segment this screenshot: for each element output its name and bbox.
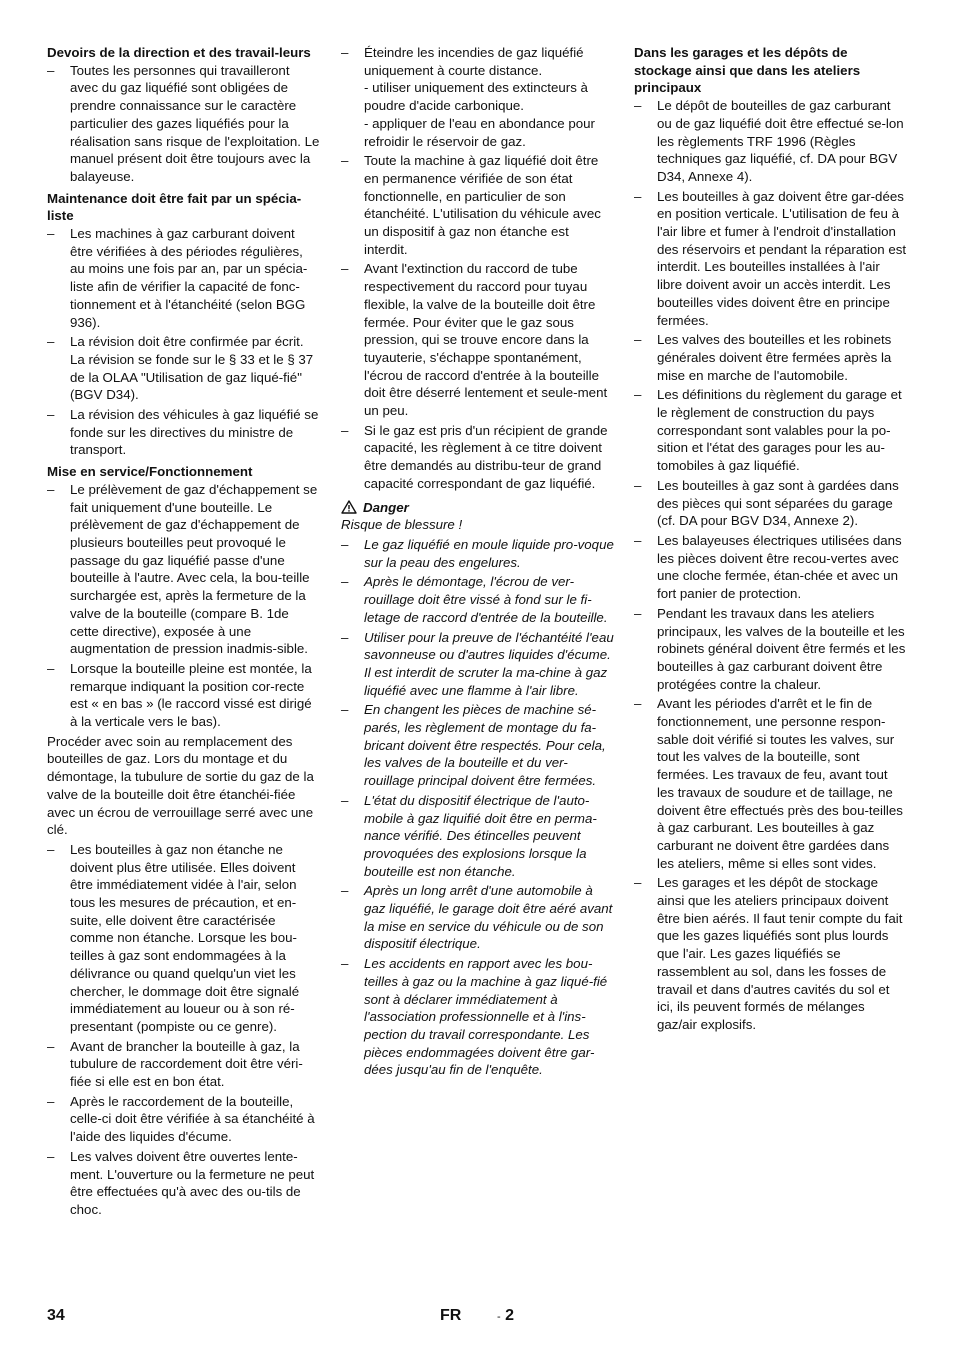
list-item: – Le dépôt de bouteilles de gaz carburant ou de gaz liquéfié doit être effectué se-lon les règlements TRF 1996 (Règles techniques gaz liquéfié, cf. DA pour BGV D34, Annexe 4). [634,97,908,186]
list-item: – Les valves des bouteilles et les robinets générales doivent être fermées après la mise en marche de l'automobile. [634,331,908,384]
danger-intro: Risque de blessure ! [341,517,463,533]
section-heading: Devoirs de la direction et des travail-leurs [47,45,311,60]
list-item: – Le gaz liquéfié en moule liquide pro-voque sur la peau des engelures. [341,536,615,571]
list-item: – Les garages et les dépôt de stockage ainsi que les ateliers principaux doivent être bien aérés. Il faut tenir compte du fait que les gazes liquéfiés sont plus lourds que l'air. Les gazes liquéfiés se rassemblent au sol, dans les fosses de travail et dans d'autres cavités du sol et ici, ils peuvent formés de mélanges gaz/air explosifs. [634,874,908,1033]
section-heading: Maintenance doit être fait par un spécia-liste [47,190,302,224]
list-item: – Le prélèvement de gaz d'échappement se fait uniquement d'une bouteille. Le prélèvement de gaz d'échappement de plusieurs bouteilles peut provoqué le passage du gaz liquéfié passe d'une bouteille à l'autre. Avec cela, la bou-teille surchargée est, après la fermeture de la valve de la bouteille (compare B. 1de cette directive), exposée à une augmentation de pression inadmis-sible. [47,481,321,658]
danger-label: Danger [363,499,409,515]
list-item: – Après le raccordement de la bouteille, celle-ci doit être vérifiée à sa étanchéité à l'aide des liquides d'écume. [47,1093,321,1146]
list-item: – Pendant les travaux dans les ateliers principaux, les valves de la bouteille et les robinets général doivent être fermés et les bouteilles à gaz carburant doivent être protégées contre la chaleur. [634,605,908,694]
list-item: – Les balayeuses électriques utilisées dans les pièces doivent être recou-vertes avec une cloche fermée, étan-chée et avec un fort panier de protection. [634,532,908,603]
danger-heading [341,499,615,517]
list-item: – L'état du dispositif électrique de l'auto-mobile à gaz liquifié doit être en perma-nance vérifié. Des étincelles peuvent provoquées des explosions lorsque la bouteille est non étanche. [341,792,615,881]
column-1 [47,44,321,1223]
list-item: – Les accidents en rapport avec les bou-teilles à gaz ou la machine à gaz liqué-fié sont à déclarer immédiatement à l'association professionnelle et à l'ins-pection du travail correspondante. Les pièces endommagées doivent être gar-dées jusqu'au fin de l'enquête. [341,955,615,1079]
warning-triangle-icon [341,500,357,514]
section-heading: Dans les garages et les dépôts de stockage ainsi que dans les ateliers principaux [634,45,861,96]
paragraph: Procéder avec soin au remplacement des bouteilles de gaz. Lors du montage et du démontage, la tubulure de sortie du gaz de la valve de la bouteille doit être étanchéi-fiée avec un écrou de verrouillage serré avec une clé. [47,733,314,838]
section-duties [47,44,321,186]
danger-block [341,499,615,1080]
list-item: – Après un long arrêt d'une automobile à gaz liquéfié, le garage doit être aéré avant la mise en service du véhicule ou de son dispositif électrique. [341,882,615,953]
list-item: – Lorsque la bouteille pleine est montée, la remarque indiquant la position cor-recte est « en bas » (le raccord vissé est dirigé à la verticale vers le bas). [47,660,321,731]
section-maintenance [47,190,321,460]
list-item: – Les valves doivent être ouvertes lente-ment. L'ouverture ou la fermeture ne peut être effectuées qu'à avec des ou-tils de choc. [47,1148,321,1219]
page-suffix-dash: - [497,1311,501,1323]
page-number: 34 [47,1307,65,1324]
language-code: FR [440,1307,462,1324]
fire-sub-2: - appliquer de l'eau en abondance pour refroidir le réservoir de gaz. [364,115,595,149]
list-item-fire [341,44,615,150]
fire-sub-1: - utiliser uniquement des extincteurs à poudre d'acide carbonique. [364,80,588,114]
list-item: – En changent les pièces de machine sé-parés, les règlement de montage du fa-bricant doivent être respectés. Pour cela, les valves de la bouteille et du ver-rouillage principal doivent être fermées. [341,701,615,790]
fire-main: – Éteindre les incendies de gaz liquéfié uniquement à courte distance. [364,45,584,78]
list-item: – Toutes les personnes qui travailleront avec du gaz liquéfié sont obligées de prendre connaissance sur le caractère particulier des gazes liquéfiés pour la réalisation sans risque de l'exploitation. Le manuel présent doit être toujours avec la balayeuse. [47,62,321,186]
list-item: – Si le gaz est pris d'un récipient de grande capacité, les règlement à ce titre doivent être demandés au distribu-teur de grand capacité correspondant de gaz liquéfié. [341,422,615,493]
list-item: – Utiliser pour la preuve de l'échantéité l'eau savonneuse ou d'autres liquides d'écume. Il est interdit de scruter la ma-chine à gaz liquéfié avec une flamme à l'air libre. [341,629,615,700]
column-3 [634,44,908,1036]
list-item: – Les bouteilles à gaz non étanche ne doivent plus être utilisée. Elles doivent être immédiatement vidée à l'air, selon tous les mesures de précaution, et en-suite, elle doivent être caractérisée comme non étanche. Lorsque les bou-teilles à gaz sont endommagées à la délivrance ou quand quelqu'un viet les chercher, le dommage doit être signalé immédiatement au loueur ou à son ré-presentant (pompiste ou ce genre). [47,841,321,1036]
list-item: – Les bouteilles à gaz doivent être gar-dées en position verticale. L'utilisation de feu à l'air libre et fumer à l'endroit d'installation des réservoirs et pendant la réparation est interdit. Les bouteilles installées à l'air libre doivent avoir un accès interdit. Les bouteilles vides doivent être en principe fermées. [634,188,908,330]
list-item: – Toute la machine à gaz liquéfié doit être en permanence vérifiée de son état fonctionnelle, en particulier de son étanchéité. L'utilisation du véhicule avec un dispositif à gaz non étanche est interdit. [341,152,615,258]
list-item: – Avant de brancher la bouteille à gaz, la tubulure de raccordement doit être véri-fiée si elle est en bon état. [47,1038,321,1091]
list-item: – Les bouteilles à gaz sont à gardées dans des pièces qui sont séparées du garage (cf. DA pour BGV D34, Annexe 2). [634,477,908,530]
list-item: – La révision doit être confirmée par écrit. La révision se fonde sur le § 33 et le § 37 de la OLAA "Utilisation de gaz liqué-fié" (BGV D34). [47,333,321,404]
list-item: – Avant les périodes d'arrêt et le fin de fonctionnement, une personne respon-sable doit vérifié si toutes les valves, sur tout les valves de la bouteille, sont fermées. Les travaux de feu, avant tout les travaux de soudure et de taillage, ne doivent être effectués près des bou-teilles à gaz carburant. Les bouteilles à gaz carburant ne doivent être gardées dans les ateliers, même si elles sont vides. [634,695,908,872]
list-item: – La révision des véhicules à gaz liquéfié se fonde sur les directives du ministre de transport. [47,406,321,459]
column-2 [341,44,615,1081]
section-heading: Mise en service/Fonctionnement [47,464,253,480]
list-item: – Après le démontage, l'écrou de ver-rouillage doit être vissé à fond sur le fi-letage de raccord d'entrée de la bouteille. [341,573,615,626]
section-operation [47,463,321,1219]
page-suffix [497,1307,514,1327]
list-item: – Les définitions du règlement du garage et le règlement de construction du pays correspondant sont valables pour la po-sition et l'état des garages pour les au-tomobiles à gaz liquéfié. [634,386,908,475]
list-item: – Avant l'extinction du raccord de tube respectivement du raccord pour tuyau flexible, la valve de la bouteille doit être fermée. Pour éviter que le gaz sous pression, qui se trouve encore dans la tuyauterie, s'échappe spontanément, l'écrou de raccord d'entrée à la bouteille doit être déserré lentement et seule-ment un peu. [341,260,615,419]
list-item: – Les machines à gaz carburant doivent être vérifiées à des périodes régulières, au moins une fois par an, par un spécia-liste afin de vérifier la capacité de fonc-tionnement et à l'étanchéité (selon BGG 936). [47,225,321,331]
page-suffix-number: 2 [505,1307,515,1324]
